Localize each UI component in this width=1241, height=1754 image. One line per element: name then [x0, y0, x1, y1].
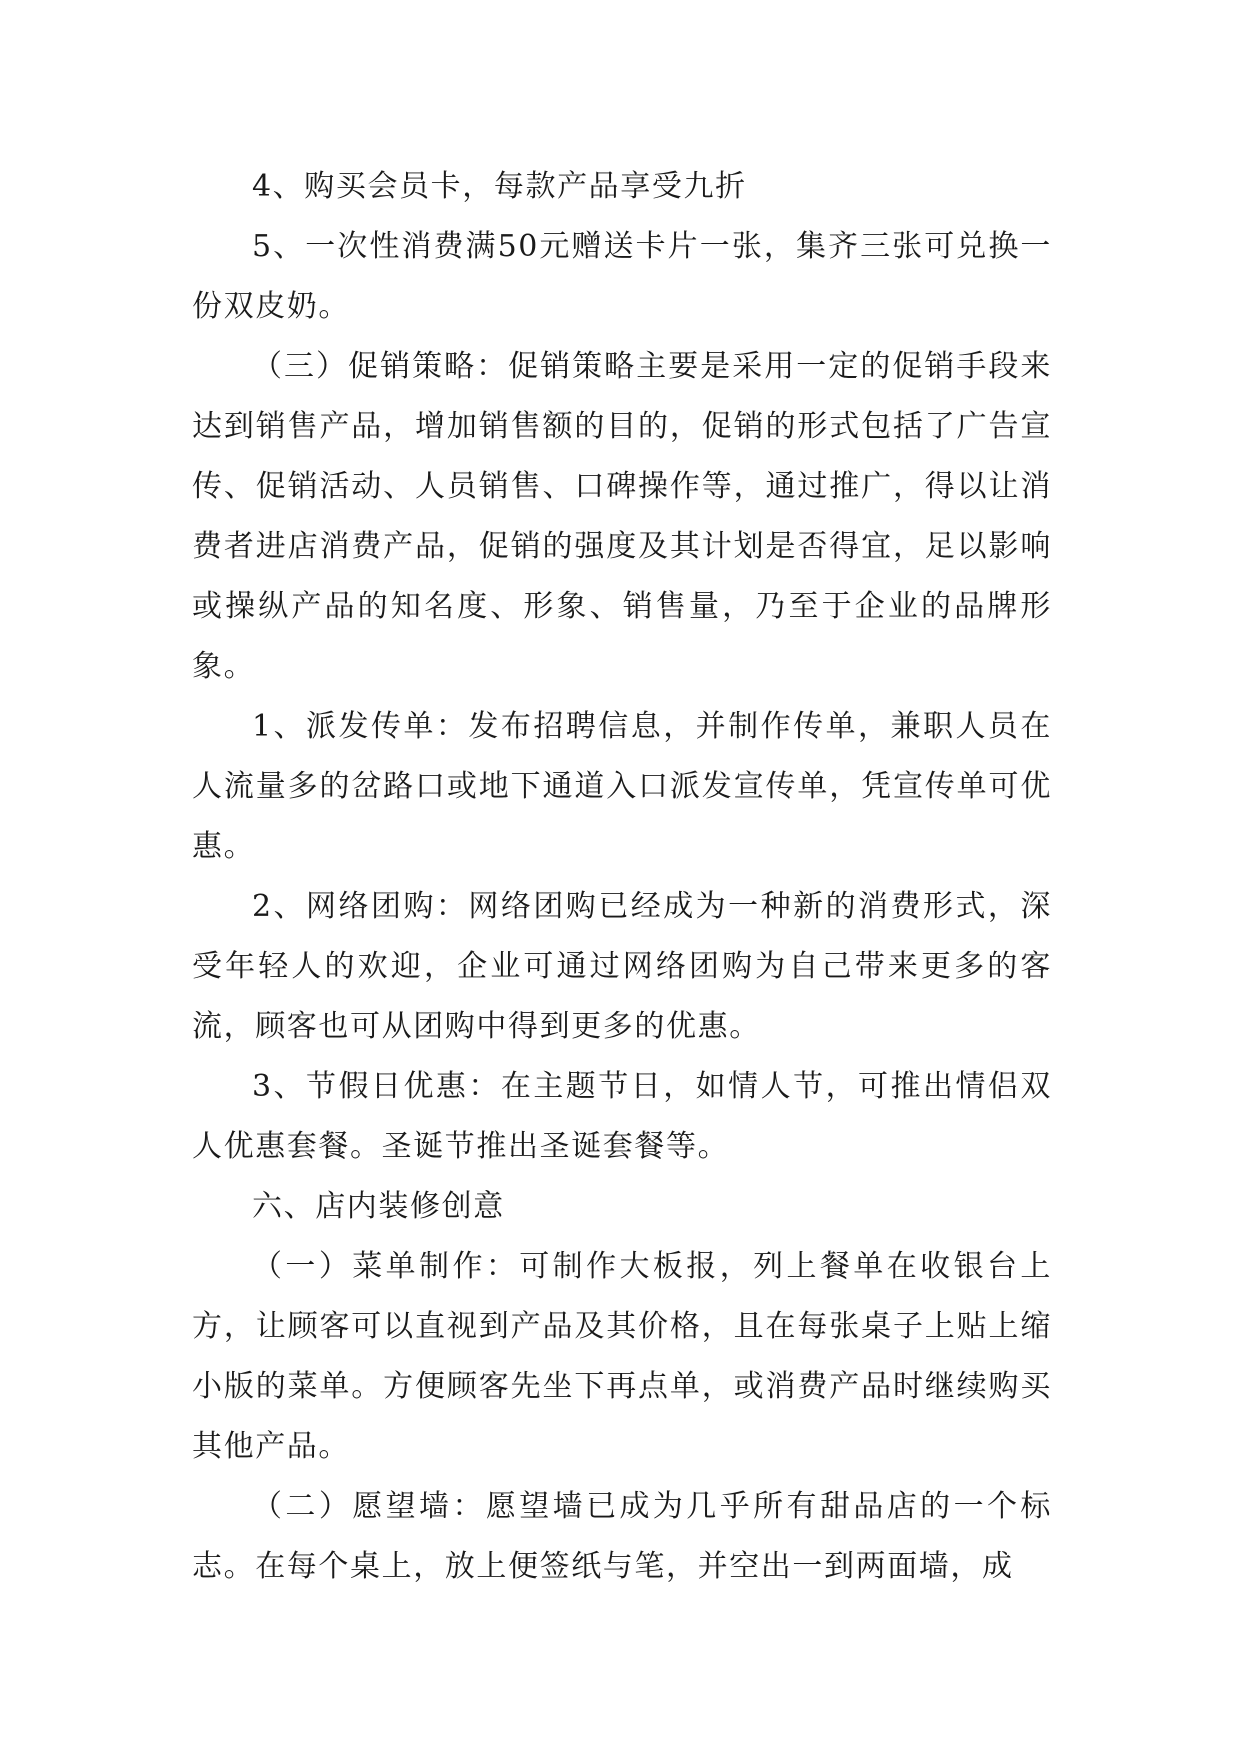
paragraph-membership-discount: 4、购买会员卡，每款产品享受九折 — [252, 169, 747, 204]
section-heading-decoration: 六、店内装修创意 — [252, 1189, 505, 1224]
paragraph-group-buying: 2、网络团购：网络团购已经成为一种新的消费形式，深受年轻人的欢迎，企业可通过网络团购为自己带来更多的客流，顾客也可从团购中得到更多的优惠。 — [192, 889, 1052, 1044]
paragraph-menu-design: （一）菜单制作：可制作大板报，列上餐单在收银台上方，让顾客可以直视到产品及其价格，且在每张桌子上贴上缩小版的菜单。方便顾客先坐下再点单，或消费产品时继续购买其他产品。 — [192, 1249, 1052, 1464]
paragraph-flyers: 1、派发传单：发布招聘信息，并制作传单，兼职人员在人流量多的岔路口或地下通道入口派发宣传单，凭宣传单可优惠。 — [192, 709, 1052, 864]
paragraph-card-reward: 5、一次性消费满50元赠送卡片一张，集齐三张可兑换一份双皮奶。 — [192, 229, 1052, 324]
paragraph-wish-wall: （二）愿望墙：愿望墙已成为几乎所有甜品店的一个标志。在每个桌上，放上便签纸与笔，并空出一到两面墙，成 — [192, 1489, 1052, 1584]
paragraph-holiday-offers: 3、节假日优惠：在主题节日，如情人节，可推出情侣双人优惠套餐。圣诞节推出圣诞套餐等。 — [192, 1069, 1052, 1164]
document-body — [192, 157, 1052, 1597]
paragraph-promotion-strategy: （三）促销策略：促销策略主要是采用一定的促销手段来达到销售产品，增加销售额的目的，促销的形式包括了广告宣传、促销活动、人员销售、口碑操作等，通过推广，得以让消费者进店消费产品，促销的强度及其计划是否得宜，足以影响或操纵产品的知名度、形象、销售量，乃至于企业的品牌形象。 — [192, 349, 1052, 684]
